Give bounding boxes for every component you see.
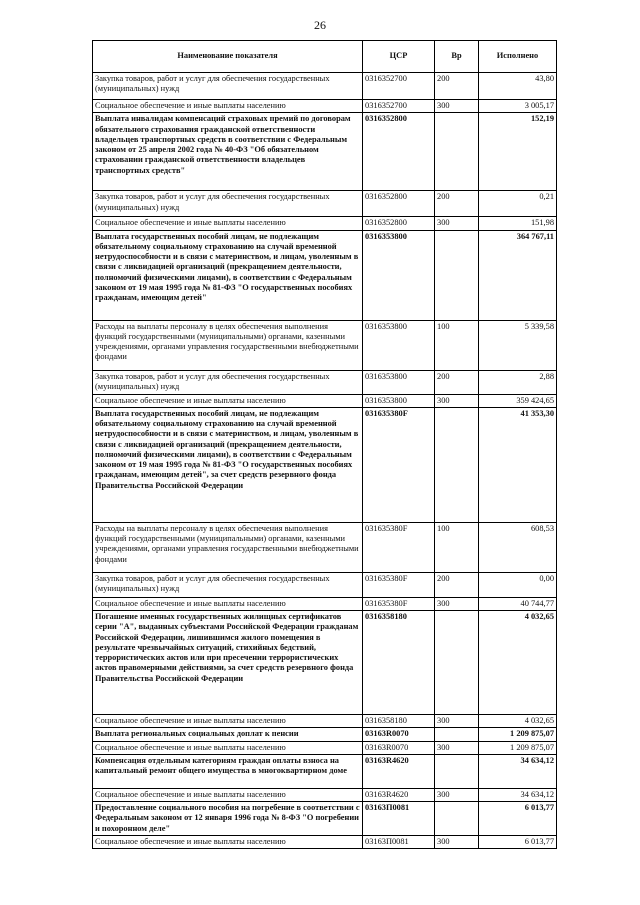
row-vr-cell xyxy=(435,728,479,741)
row-sum-cell: 3 005,17 xyxy=(479,100,557,113)
row-name-cell: Закупка товаров, работ и услуг для обеспечения государственных (муниципальных) нужд xyxy=(93,73,363,100)
row-vr-cell: 300 xyxy=(435,217,479,230)
row-name-cell: Выплата региональных социальных доплат к пенсии xyxy=(93,728,363,741)
row-code-cell: 031635380F xyxy=(363,597,435,610)
row-sum-cell: 2,88 xyxy=(479,370,557,394)
row-sum-cell: 364 767,11 xyxy=(479,230,557,320)
header-sum: Исполнено xyxy=(479,41,557,73)
row-name-cell: Социальное обеспечение и иные выплаты населению xyxy=(93,788,363,801)
row-name-cell: Компенсация отдельным категориям граждан оплаты взноса на капитальный ремонт общего имущества в многоквартирном доме xyxy=(93,754,363,788)
row-sum-cell: 1 209 875,07 xyxy=(479,741,557,754)
row-vr-cell xyxy=(435,407,479,522)
row-name-cell: Социальное обеспечение и иные выплаты населению xyxy=(93,715,363,728)
row-sum-cell: 41 353,30 xyxy=(479,407,557,522)
table-row xyxy=(93,611,557,715)
row-code-cell: 031635380F xyxy=(363,572,435,597)
row-sum-cell: 34 634,12 xyxy=(479,788,557,801)
row-code-cell: 03163П0081 xyxy=(363,802,435,836)
row-name-cell: Предоставление социального пособия на погребение в соответствии с Федеральным законом от 12 января 1996 года № 8-ФЗ "О погребении и похоронном деле" xyxy=(93,802,363,836)
row-sum-cell: 43,80 xyxy=(479,73,557,100)
row-vr-cell: 300 xyxy=(435,836,479,849)
row-name-cell: Социальное обеспечение и иные выплаты населению xyxy=(93,217,363,230)
row-vr-cell xyxy=(435,230,479,320)
row-vr-cell: 300 xyxy=(435,715,479,728)
row-name-cell: Социальное обеспечение и иные выплаты населению xyxy=(93,836,363,849)
row-vr-cell: 200 xyxy=(435,572,479,597)
header-code: ЦСР xyxy=(363,41,435,73)
row-sum-cell: 608,53 xyxy=(479,522,557,572)
row-sum-cell: 5 339,58 xyxy=(479,320,557,370)
row-sum-cell: 4 032,65 xyxy=(479,715,557,728)
row-vr-cell: 100 xyxy=(435,320,479,370)
table-row xyxy=(93,597,557,610)
row-sum-cell: 34 634,12 xyxy=(479,754,557,788)
row-code-cell: 03163R4620 xyxy=(363,754,435,788)
row-vr-cell xyxy=(435,611,479,715)
row-sum-cell: 151,98 xyxy=(479,217,557,230)
table-row xyxy=(93,522,557,572)
row-name-cell: Погашение именных государственных жилищных сертификатов серии "А", выданных субъектами Российской Федерации гражданам Российской Федерации, лишившимся жилого помещения в результате чрезвычайных ситуаций, стихийных бедствий, террористических актов или при пресечении террористических актов правомерными действиями, за счет средств резервного фонда Правительства Российской Федерации xyxy=(93,611,363,715)
row-sum-cell: 152,19 xyxy=(479,113,557,191)
table-row xyxy=(93,715,557,728)
row-sum-cell: 359 424,65 xyxy=(479,394,557,407)
table-row xyxy=(93,728,557,741)
table-row xyxy=(93,754,557,788)
table-row xyxy=(93,741,557,754)
table-row xyxy=(93,836,557,849)
row-vr-cell xyxy=(435,113,479,191)
row-code-cell: 03163П0081 xyxy=(363,836,435,849)
row-code-cell: 03163R0070 xyxy=(363,728,435,741)
row-vr-cell: 300 xyxy=(435,788,479,801)
table-row xyxy=(93,370,557,394)
row-vr-cell: 200 xyxy=(435,73,479,100)
row-vr-cell: 200 xyxy=(435,370,479,394)
table-row xyxy=(93,113,557,191)
table-body xyxy=(93,73,557,849)
table-row xyxy=(93,100,557,113)
row-sum-cell: 6 013,77 xyxy=(479,802,557,836)
row-name-cell: Расходы на выплаты персоналу в целях обеспечения выполнения функций государственными (муниципальными) органами, казенными учреждениями, органами управления государственными внебюджетными фондами xyxy=(93,320,363,370)
row-name-cell: Выплата государственных пособий лицам, не подлежащим обязательному социальному страхованию на случай временной нетрудоспособности и в связи с материнством, и лицам, уволенным в связи с ликвидацией организаций (прекращением деятельности, полномочий физическими лицами), в соответствии с Федеральным законом от 19 мая 1995 года № 81-ФЗ "О государственных пособиях гражданам, имеющим детей", за счет средств резервного фонда Правительства Российской Федерации xyxy=(93,407,363,522)
row-code-cell: 031635380F xyxy=(363,407,435,522)
row-sum-cell: 40 744,77 xyxy=(479,597,557,610)
table-row xyxy=(93,320,557,370)
row-code-cell: 0316353800 xyxy=(363,370,435,394)
row-name-cell: Закупка товаров, работ и услуг для обеспечения государственных (муниципальных) нужд xyxy=(93,191,363,217)
row-code-cell: 0316353800 xyxy=(363,320,435,370)
table-header-row xyxy=(93,41,557,73)
row-vr-cell xyxy=(435,802,479,836)
row-name-cell: Выплата государственных пособий лицам, не подлежащим обязательному социальному страхованию на случай временной нетрудоспособности и в связи с материнством, и лицам, уволенным в связи с ликвидацией организаций (прекращением деятельности, полномочий физическими лицами), в соответствии с Федеральным законом от 19 мая 1995 года № 81-ФЗ "О государственных пособиях гражданам, имеющим детей" xyxy=(93,230,363,320)
row-code-cell: 0316352700 xyxy=(363,100,435,113)
table-row xyxy=(93,217,557,230)
row-vr-cell xyxy=(435,754,479,788)
row-sum-cell: 0,21 xyxy=(479,191,557,217)
row-code-cell: 0316352800 xyxy=(363,191,435,217)
row-vr-cell: 300 xyxy=(435,394,479,407)
row-vr-cell: 100 xyxy=(435,522,479,572)
table-row xyxy=(93,407,557,522)
table-row xyxy=(93,230,557,320)
page-number: 26 xyxy=(314,18,326,32)
row-code-cell: 0316352800 xyxy=(363,217,435,230)
table-row xyxy=(93,191,557,217)
row-code-cell: 0316352700 xyxy=(363,73,435,100)
row-name-cell: Закупка товаров, работ и услуг для обеспечения государственных (муниципальных) нужд xyxy=(93,572,363,597)
row-name-cell: Социальное обеспечение и иные выплаты населению xyxy=(93,597,363,610)
row-sum-cell: 4 032,65 xyxy=(479,611,557,715)
table-row xyxy=(93,802,557,836)
expenditure-table xyxy=(92,40,557,849)
row-code-cell: 03163R4620 xyxy=(363,788,435,801)
row-name-cell: Выплата инвалидам компенсаций страховых премий по договорам обязательного страхования гражданской ответственности владельцев транспортных средств в соответствии с Федеральным законом от 25 апреля 2002 года № 40-ФЗ "Об обязательном страховании гражданской ответственности владельцев транспортных средств" xyxy=(93,113,363,191)
table-row xyxy=(93,788,557,801)
row-code-cell: 0316358180 xyxy=(363,611,435,715)
row-vr-cell: 300 xyxy=(435,597,479,610)
row-name-cell: Социальное обеспечение и иные выплаты населению xyxy=(93,741,363,754)
row-code-cell: 0316353800 xyxy=(363,394,435,407)
row-name-cell: Закупка товаров, работ и услуг для обеспечения государственных (муниципальных) нужд xyxy=(93,370,363,394)
row-name-cell: Расходы на выплаты персоналу в целях обеспечения выполнения функций государственными (муниципальными) органами, казенными учреждениями, органами управления государственными внебюджетными фондами xyxy=(93,522,363,572)
row-sum-cell: 6 013,77 xyxy=(479,836,557,849)
row-vr-cell: 300 xyxy=(435,741,479,754)
row-sum-cell: 1 209 875,07 xyxy=(479,728,557,741)
row-sum-cell: 0,00 xyxy=(479,572,557,597)
row-code-cell: 0316352800 xyxy=(363,113,435,191)
row-code-cell: 0316353800 xyxy=(363,230,435,320)
row-name-cell: Социальное обеспечение и иные выплаты населению xyxy=(93,100,363,113)
table-row xyxy=(93,394,557,407)
row-code-cell: 031635380F xyxy=(363,522,435,572)
row-vr-cell: 200 xyxy=(435,191,479,217)
row-name-cell: Социальное обеспечение и иные выплаты населению xyxy=(93,394,363,407)
header-name: Наименование показателя xyxy=(93,41,363,73)
row-code-cell: 03163R0070 xyxy=(363,741,435,754)
header-vr: Вр xyxy=(435,41,479,73)
table-row xyxy=(93,73,557,100)
row-code-cell: 0316358180 xyxy=(363,715,435,728)
table-row xyxy=(93,572,557,597)
row-vr-cell: 300 xyxy=(435,100,479,113)
